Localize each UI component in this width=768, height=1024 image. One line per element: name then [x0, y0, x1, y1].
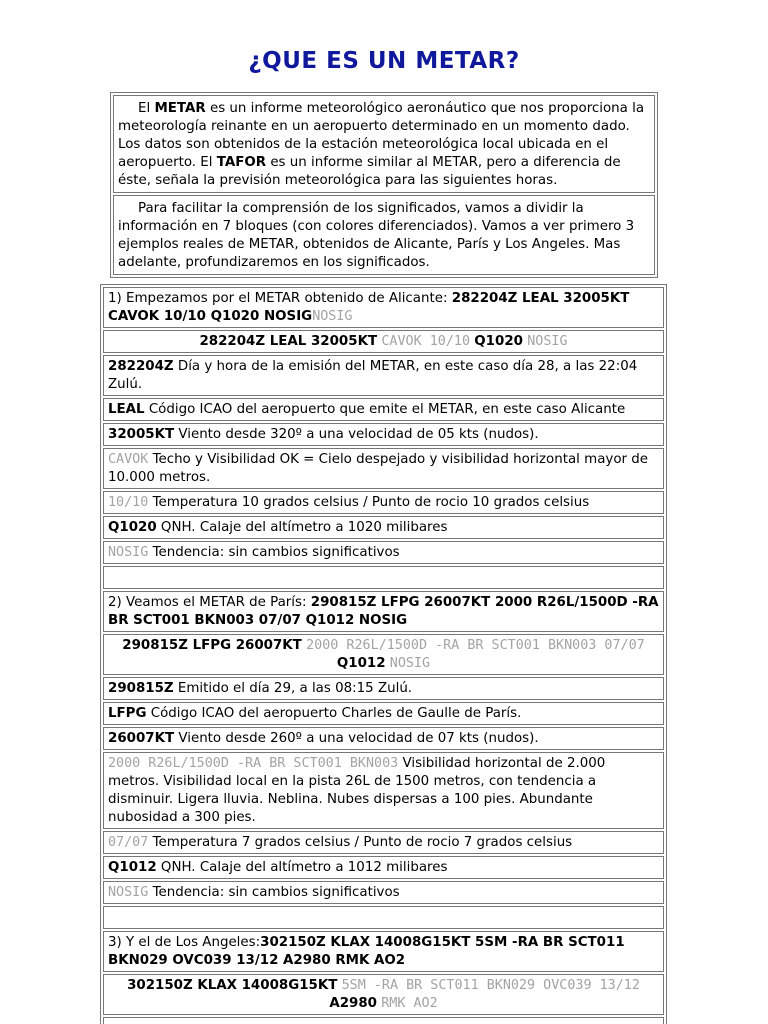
item-text: Código ICAO del aeropuerto Charles de Gaulle de París. — [146, 706, 522, 721]
table-row — [103, 702, 664, 725]
losangeles-heading — [103, 931, 664, 972]
intro-text: es un informe similar al METAR, pero a diferencia de éste, señala la previsión meteorológica para las siguientes horas. — [118, 155, 621, 188]
alicante-decoded — [103, 330, 664, 353]
item-code: 290815Z — [108, 681, 174, 696]
item-code: 282204Z — [108, 359, 174, 374]
page-title: ¿QUE ES UN METAR? — [248, 48, 520, 74]
heading-text: 1) Empezamos por el METAR obtenido de Alicante: — [108, 291, 452, 306]
metar-examples-table — [100, 284, 667, 1024]
item-text: Techo y Visibilidad OK = Cielo despejado y visibilidad horizontal mayor de 10.000 metros. — [108, 452, 649, 485]
table-row — [103, 677, 664, 700]
intro-text: El — [138, 101, 155, 116]
table-row — [103, 423, 664, 446]
decoded-block-b: CAVOK 10/10 — [381, 334, 471, 349]
intro-box — [110, 92, 658, 278]
decoded-block-d: NOSIG — [389, 656, 431, 671]
decoded-block-b: 5SM -RA BR SCT011 BKN029 OVC039 13/12 — [341, 978, 640, 993]
heading-grey-code: NOSIG — [312, 309, 353, 324]
decoded-block-c: Q1012 — [336, 656, 386, 671]
item-code: 32005KT — [108, 427, 175, 442]
item-code: 26007KT — [108, 731, 175, 746]
intro-metar-term: METAR — [154, 101, 206, 116]
decoded-block-c: Q1020 — [474, 334, 523, 349]
intro-text: es un informe meteorológico aeronáutico que nos proporciona la meteorología reinante en un aeropuerto determinado en un momento dado. Los datos son obtenidos de la estación meteorológica local ubicada en el aeropuerto. El — [118, 101, 645, 170]
table-row — [103, 881, 664, 904]
spacer-row — [103, 566, 664, 589]
decoded-block-c: A2980 — [329, 996, 377, 1011]
item-code: 2000 R26L/1500D -RA BR SCT001 BKN003 — [108, 756, 399, 771]
paris-heading — [103, 591, 664, 632]
item-code: LFPG — [108, 706, 147, 721]
item-code: LEAL — [108, 402, 145, 417]
item-code: CAVOK — [108, 452, 149, 467]
item-text: Temperatura 10 grados celsius / Punto de rocio 10 grados celsius — [148, 495, 590, 510]
item-text: Visibilidad horizontal de 2.000 metros. Visibilidad local en la pista 26L de 1500 metros, con tendencia a disminuir. Ligera lluvia. Neblina. Nubes dispersas a 100 pies. Abundante nubosidad a 300 pies. — [108, 756, 606, 825]
heading-code: 290815Z LFPG 26007KT 2000 R26L/1500D -RA BR SCT001 BKN003 07/07 Q1012 NOSIG — [108, 595, 659, 628]
item-text: Código ICAO del aeropuerto que emite el METAR, en este caso Alicante — [144, 402, 626, 417]
item-text: Tendencia: sin cambios significativos — [148, 885, 400, 900]
table-row — [103, 752, 664, 829]
table-row — [103, 727, 664, 750]
table-row — [103, 1017, 664, 1024]
table-row — [103, 491, 664, 514]
item-code: 07/07 — [108, 835, 149, 850]
spacer-row — [103, 906, 664, 929]
item-text: Viento desde 320º a una velocidad de 05 kts (nudos). — [174, 427, 539, 442]
item-text: Tendencia: sin cambios significativos — [148, 545, 400, 560]
alicante-heading: 1) Empezamos por el METAR obtenido de Alicante: 282204Z LEAL 32005KT CAVOK 10/10 Q1020 NOSIGNOSIG — [103, 287, 664, 328]
item-text: Viento desde 260º a una velocidad de 07 kts (nudos). — [174, 731, 539, 746]
item-code: 10/10 — [108, 495, 149, 510]
decoded-block-b: 2000 R26L/1500D -RA BR SCT001 BKN003 07/07 — [306, 638, 645, 653]
table-row — [103, 541, 664, 564]
decoded-block-d: NOSIG — [527, 334, 568, 349]
paris-decoded — [103, 634, 664, 675]
decoded-block-a: 290815Z LFPG 26007KT — [122, 638, 302, 653]
table-row — [103, 831, 664, 854]
heading-text: 2) Veamos el METAR de París: — [108, 595, 311, 610]
table-row — [103, 398, 664, 421]
intro-tafor-term: TAFOR — [216, 155, 267, 170]
item-text: Temperatura 7 grados celsius / Punto de rocio 7 grados celsius — [148, 835, 573, 850]
heading-code: 302150Z KLAX 14008G15KT 5SM -RA BR SCT011 BKN029 OVC039 13/12 A2980 RMK AO2 — [108, 935, 625, 968]
decoded-block-d: RMK AO2 — [381, 996, 438, 1011]
item-code: Q1012 — [108, 860, 157, 875]
heading-text: 3) Y el de Los Angeles: — [108, 935, 261, 950]
decoded-block-a: 302150Z KLAX 14008G15KT — [127, 978, 338, 993]
item-text: QNH. Calaje del altímetro a 1012 milibares — [156, 860, 448, 875]
item-text: Día y hora de la emisión del METAR, en este caso día 28, a las 22:04 Zulú. — [108, 359, 638, 392]
item-text: QNH. Calaje del altímetro a 1020 milibares — [156, 520, 448, 535]
item-code: NOSIG — [108, 545, 149, 560]
losangeles-decoded — [103, 974, 664, 1015]
item-code: Q1020 — [108, 520, 157, 535]
intro-paragraph-2: Para facilitar la comprensión de los significados, vamos a dividir la información en 7 bloques (con colores diferenciados). Vamos a ver primero 3 ejemplos reales de METAR, obtenidos de Alicante, París y Los Angeles. Mas adelante, profundizaremos en los significados. — [113, 195, 655, 275]
table-row — [103, 355, 664, 396]
table-row — [103, 448, 664, 489]
item-code: NOSIG — [108, 885, 149, 900]
table-row — [103, 516, 664, 539]
decoded-block-a: 282204Z LEAL 32005KT — [199, 334, 378, 349]
intro-paragraph-1 — [113, 95, 655, 193]
item-text: Emitido el día 29, a las 08:15 Zulú. — [173, 681, 413, 696]
table-row — [103, 856, 664, 879]
